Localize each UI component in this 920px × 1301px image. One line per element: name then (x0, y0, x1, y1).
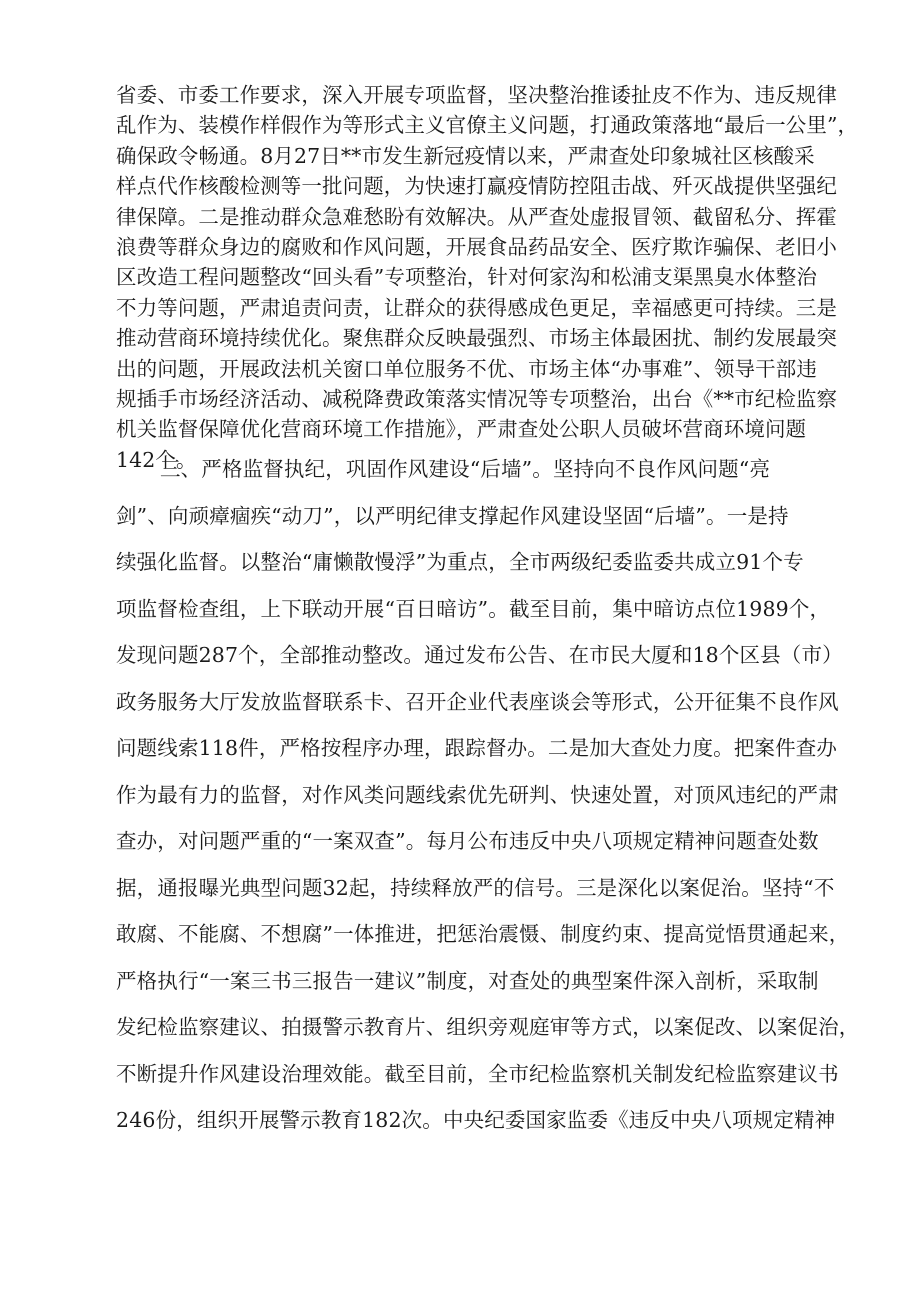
text-line: 查办，对问题严重的“一案双查”。每月公布违反中央八项规定精神问题查处数 (116, 829, 819, 853)
text-line: 政务服务大厅发放监督联系卡、召开企业代表座谈会等形式，公开征集不良作风 (116, 689, 839, 714)
text-line: 严格执行“一案三书三报告一建议”制度，对查处的典型案件深入剖析，采取制 (116, 968, 819, 993)
text-line: 推动营商环境持续优化。聚焦群众反映最强烈、市场主体最困扰、制约发展最突 (116, 326, 837, 351)
text-line: 规插手市场经济活动、减税降费政策落实情况等专项整治，出台《**市纪检监察 (116, 387, 838, 412)
text-line: 出的问题，开展政法机关窗口单位服务不优、市场主体“办事难”、领导干部违 (116, 356, 817, 381)
text-line: 作为最有力的监督，对作风类问题线索优先研判、快速处置，对顶风违纪的严肃 (116, 782, 839, 807)
text-line: 区改造工程问题整改“回头看”专项整治，针对何家沟和松浦支渠黑臭水体整治 (116, 265, 817, 290)
text-line: 不断提升作风建设治理效能。截至目前，全市纪检监察机关制发纪检监察建议书 (116, 1061, 839, 1086)
paragraph-section-three (116, 446, 860, 1144)
text-line: 续强化监督。以整治“庸懒散慢浮”为重点，全市两级纪委监委共成立91个专 (116, 550, 804, 574)
paragraph-continued (116, 80, 859, 475)
text-line: 确保政令畅通。8月27日**市发生新冠疫情以来，严肃查处印象城社区核酸采 (116, 143, 815, 168)
text-line: 律保障。二是推动群众急难愁盼有效解决。从严查处虚报冒领、截留私分、挥霍 (116, 204, 837, 229)
text-line: 敢腐、不能腐、不想腐”一体推进，把惩治震慑、制度约束、提高觉悟贯通起来， (116, 922, 850, 946)
text-line: 发现问题287个，全部推动整改。通过发布公告、在市民大厦和18个区县（市） (116, 643, 843, 667)
text-line: 样点代作核酸检测等一批问题，为快速打赢疫情防控阻击战、歼灭战提供坚强纪 (116, 174, 837, 199)
text-line: 不力等问题，严肃追责问责，让群众的获得感成色更足，幸福感更可持续。三是 (116, 295, 837, 320)
text-line: 乱作为、装模作样假作为等形式主义官僚主义问题，打通政策落地“最后一公里”， (116, 113, 859, 138)
text-line: 问题线索118件，严格按程序办理，跟踪督办。二是加大查处力度。把案件查办 (116, 736, 838, 760)
text-line: 剑”、向顽瘴痼疾“动刀”，以严明纪律支撑起作风建设坚固“后墙”。一是持 (116, 503, 789, 528)
text-line: 发纪检监察建议、拍摄警示教育片、组织旁观庭审等方式，以案促改、以案促治， (116, 1015, 860, 1039)
text-line: 246份，组织开展警示教育182次。中央纪委国家监委《违反中央八项规定精神 (116, 1108, 836, 1132)
section-heading-line: 三、严格监督执纪，巩固作风建设“后墙”。坚持向不良作风问题“亮 (160, 457, 771, 481)
text-line: 据，通报曝光典型问题32起，持续释放严的信号。三是深化以案促治。坚持“不 (116, 875, 835, 900)
text-line: 机关监督保障优化营商环境工作措施》，严肃查处公职人员破坏营商环境问题 (116, 417, 807, 442)
text-line: 142个。 (116, 447, 197, 472)
text-line: 项监督检查组，上下联动开展“百日暗访”。截至目前，集中暗访点位1989个， (116, 596, 831, 621)
text-line: 浪费等群众身边的腐败和作风问题，开展食品药品安全、医疗欺诈骗保、老旧小 (116, 235, 837, 260)
text-line: 省委、市委工作要求，深入开展专项监督，坚决整治推诿扯皮不作为、违反规律 (116, 83, 837, 107)
